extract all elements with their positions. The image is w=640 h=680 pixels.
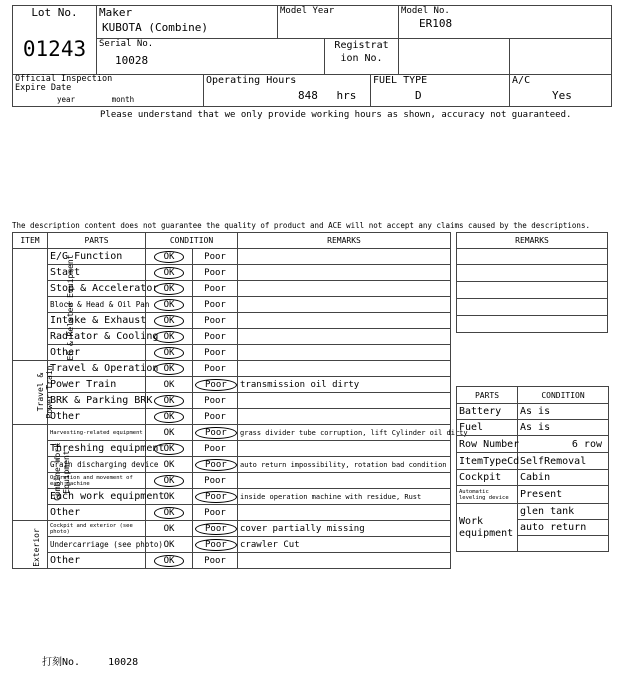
ok-option-cell (146, 297, 193, 313)
part-name: Threshing equipment (48, 441, 146, 457)
condition-row (13, 297, 451, 313)
fuel-type-value: D (415, 89, 422, 102)
registration-label: Registrat ion No. (334, 40, 389, 64)
condition-row (13, 457, 451, 473)
part-name: Each work equipment (48, 489, 146, 505)
inspection-cell (13, 75, 204, 107)
ok-option: OK (154, 299, 185, 311)
poor-option-cell (193, 425, 238, 441)
poor-option: Poor (195, 539, 237, 551)
vehicle-info-table (12, 5, 612, 107)
poor-option: Poor (204, 251, 226, 262)
remark-text (238, 249, 451, 265)
poor-option: Poor (204, 315, 226, 326)
maker-label: Maker (99, 6, 133, 19)
condition-row (13, 553, 451, 569)
ok-option-cell (146, 505, 193, 521)
ac-label: A/C (512, 75, 531, 86)
registration-value-cell-2 (510, 39, 612, 75)
condition-row (13, 329, 451, 345)
disclaimer: The description content does not guarantee the quality of product and ACE will not accept any claims caused by the descriptions. (12, 221, 590, 230)
part-name: Power Train (48, 377, 146, 393)
part-name: Cockpit and exterior (see photo) (48, 521, 146, 537)
condition-row (13, 521, 451, 537)
part-name: Stop & Accelerator (48, 281, 146, 297)
poor-option-cell (193, 505, 238, 521)
model-year-cell (278, 6, 399, 39)
poor-option: Poor (204, 395, 226, 406)
hours-label: Operating Hours (206, 75, 297, 86)
ok-option: OK (163, 523, 175, 534)
side-remarks-line (457, 282, 608, 299)
work-equipment-value: auto return (518, 520, 609, 536)
poor-option: Poor (204, 363, 226, 374)
remark-text: grass divider tube corruption, lift Cylinder oil dirty (238, 425, 451, 441)
item-type-value: SelfRemoval (518, 453, 609, 470)
inspection-year-label: year (57, 95, 76, 104)
maker-cell (97, 6, 278, 39)
cockpit-value: Cabin (518, 470, 609, 486)
fuel-type-label: FUEL TYPE (373, 75, 428, 86)
condition-row (13, 489, 451, 505)
poor-option: Poor (204, 475, 226, 486)
poor-option-cell (193, 297, 238, 313)
lot-cell (13, 6, 97, 75)
row-number-value: 6 row (518, 436, 609, 453)
stamp-number-value: 10028 (108, 657, 139, 668)
ok-option: OK (154, 555, 185, 567)
poor-option-cell (193, 249, 238, 265)
item-type-label: ItemTypeCd (457, 453, 518, 470)
condition-row (13, 505, 451, 521)
remark-text: auto return impossibility, rotation bad condition (238, 457, 451, 473)
ok-option-cell (146, 521, 193, 537)
parts-header: PARTS (48, 233, 146, 249)
ok-option-cell (146, 377, 193, 393)
remark-text (238, 505, 451, 521)
condition-row (13, 313, 451, 329)
poor-option-cell (193, 361, 238, 377)
part-name: Travel & Operation (48, 361, 146, 377)
part-name: BRK & Parking BRK (48, 393, 146, 409)
poor-option-cell (193, 377, 238, 393)
part-name: Operation and movement of each machine (48, 473, 146, 489)
maker-value: KUBOTA (Combine) (102, 21, 208, 34)
side-remarks-line (457, 316, 608, 333)
ok-option: OK (163, 379, 175, 390)
row-number-label: Row Number (457, 436, 518, 453)
poor-option: Poor (195, 491, 237, 503)
work-equipment-value: glen tank (518, 504, 609, 520)
ac-value: Yes (552, 89, 572, 102)
poor-option-cell (193, 313, 238, 329)
remark-text (238, 553, 451, 569)
remark-text (238, 409, 451, 425)
condition-row (13, 377, 451, 393)
item-group-cell (13, 361, 54, 425)
ok-option-cell (146, 313, 193, 329)
remark-text (238, 393, 451, 409)
part-name: Other (48, 409, 146, 425)
hours-cell (204, 75, 371, 107)
part-name: E/G Function (48, 249, 146, 265)
poor-option-cell (193, 441, 238, 457)
poor-option-cell (193, 489, 238, 505)
serial-label: Serial No. (99, 39, 154, 49)
hours-value: 848 (298, 89, 318, 102)
remark-text (238, 313, 451, 329)
poor-option-cell (193, 329, 238, 345)
ok-option: OK (163, 427, 175, 438)
fuel-value: As is (518, 420, 609, 436)
poor-option: Poor (195, 379, 237, 391)
side-parts-table (456, 386, 609, 552)
ac-cell (510, 75, 612, 107)
remark-text: transmission oil dirty (238, 377, 451, 393)
ok-option-cell (146, 425, 193, 441)
stamp-number-label: 打刻No. (42, 657, 81, 668)
side-remarks-line (457, 299, 608, 316)
poor-option-cell (193, 345, 238, 361)
ok-option: OK (154, 395, 185, 407)
condition-row (13, 473, 451, 489)
poor-option-cell (193, 281, 238, 297)
ok-option-cell (146, 553, 193, 569)
side-condition-header: CONDITION (518, 387, 609, 404)
remark-text (238, 361, 451, 377)
remark-text (238, 345, 451, 361)
part-name: Grain discharging device (48, 457, 146, 473)
registration-value-cell-1 (399, 39, 510, 75)
side-remarks-table (456, 232, 608, 333)
battery-label: Battery (457, 404, 518, 420)
remark-text: cover partially missing (238, 521, 451, 537)
ok-option: OK (154, 411, 185, 423)
ok-option: OK (154, 475, 185, 487)
poor-option: Poor (204, 555, 226, 566)
condition-row (13, 425, 451, 441)
poor-option: Poor (204, 411, 226, 422)
part-name: Block & Head & Oil Pan (48, 297, 146, 313)
model-no-value: ER108 (419, 17, 453, 30)
ok-option: OK (163, 539, 175, 550)
condition-row (13, 361, 451, 377)
poor-option: Poor (204, 347, 226, 358)
side-parts-header: PARTS (457, 387, 518, 404)
condition-row (13, 537, 451, 553)
poor-option: Poor (204, 267, 226, 278)
auto-leveling-value: Present (518, 486, 609, 504)
ok-option: OK (154, 315, 185, 327)
ok-option: OK (154, 283, 185, 295)
poor-option: Poor (204, 283, 226, 294)
part-name: Other (48, 553, 146, 569)
work-equipment-value-empty (518, 536, 609, 552)
work-equipment-label: Work equipment (457, 504, 518, 552)
poor-option: Poor (195, 427, 237, 439)
model-no-cell (399, 6, 612, 39)
ok-option: OK (154, 331, 185, 343)
model-no-label: Model No. (401, 6, 450, 16)
condition-table-header (13, 233, 451, 249)
lot-label: Lot No. (31, 6, 78, 19)
remark-text (238, 297, 451, 313)
part-name: Other (48, 505, 146, 521)
ok-option: OK (154, 363, 185, 375)
condition-row (13, 265, 451, 281)
poor-option: Poor (195, 523, 237, 535)
side-remarks-line (457, 265, 608, 282)
poor-option: Poor (204, 507, 226, 518)
inspection-month-label: month (111, 95, 135, 104)
side-remarks-header: REMARKS (457, 233, 608, 249)
auto-leveling-label: Automatic leveling device (457, 486, 518, 504)
hours-note: Please understand that we only provide working hours as shown, accuracy not guaranteed. (100, 110, 572, 120)
remark-text (238, 265, 451, 281)
remark-text: crawler Cut (238, 537, 451, 553)
serial-value: 10028 (115, 54, 149, 67)
inspection-label: Official Inspection Expire Date (15, 74, 113, 93)
condition-row (13, 249, 451, 265)
ok-option: OK (154, 251, 185, 263)
stamp-number (42, 653, 138, 668)
remark-text (238, 281, 451, 297)
item-group-label: Combine Work Equipment (53, 442, 71, 501)
poor-option-cell (193, 457, 238, 473)
ok-option-cell (146, 265, 193, 281)
ok-option: OK (154, 267, 185, 279)
part-name: Intake & Exhaust (48, 313, 146, 329)
poor-option-cell (193, 553, 238, 569)
part-name: Radiator & Cooling (48, 329, 146, 345)
ok-option: OK (163, 459, 175, 470)
hours-unit: hrs (336, 89, 357, 102)
poor-option: Poor (204, 443, 226, 454)
remark-text (238, 441, 451, 457)
remark-text: inside operation machine with residue, Rust (238, 489, 451, 505)
poor-option: Poor (204, 299, 226, 310)
part-name: Harvesting-related equipment (48, 425, 146, 441)
ok-option: OK (154, 507, 185, 519)
poor-option-cell (193, 393, 238, 409)
condition-row (13, 441, 451, 457)
remark-text (238, 473, 451, 489)
ok-option-cell (146, 345, 193, 361)
condition-row (13, 409, 451, 425)
poor-option-cell (193, 473, 238, 489)
condition-table (12, 232, 468, 569)
ok-option: OK (154, 443, 185, 455)
serial-cell (97, 39, 325, 75)
condition-row (13, 345, 451, 361)
item-group-cell (13, 521, 48, 569)
poor-option: Poor (204, 331, 226, 342)
ok-option-cell (146, 409, 193, 425)
ok-option-cell (146, 473, 193, 489)
ok-option-cell (146, 393, 193, 409)
fuel-type-cell (371, 75, 510, 107)
item-header: ITEM (13, 233, 48, 249)
poor-option: Poor (195, 459, 237, 471)
fuel-label: Fuel (457, 420, 518, 436)
item-group-label: Exterior (32, 528, 41, 567)
part-name: Other (48, 345, 146, 361)
poor-option-cell (193, 521, 238, 537)
side-remarks-line (457, 249, 608, 265)
ok-option: OK (163, 491, 175, 502)
cockpit-label: Cockpit (457, 470, 518, 486)
remarks-header: REMARKS (238, 233, 451, 249)
registration-cell (325, 39, 399, 75)
part-name: Undercarriage (see photo) (48, 537, 146, 553)
item-group-label: EG & Related Equipment (66, 254, 75, 361)
condition-header: CONDITION (146, 233, 238, 249)
condition-row (13, 281, 451, 297)
condition-row (13, 393, 451, 409)
battery-value: As is (518, 404, 609, 420)
poor-option-cell (193, 265, 238, 281)
ok-option-cell (146, 249, 193, 265)
lot-number: 01243 (22, 37, 87, 61)
part-name: Start (48, 265, 146, 281)
remark-text (238, 329, 451, 345)
model-year-label: Model Year (280, 6, 335, 16)
item-group-label: Travel & Power Train (36, 365, 54, 418)
ok-option: OK (154, 347, 185, 359)
poor-option-cell (193, 537, 238, 553)
poor-option-cell (193, 409, 238, 425)
